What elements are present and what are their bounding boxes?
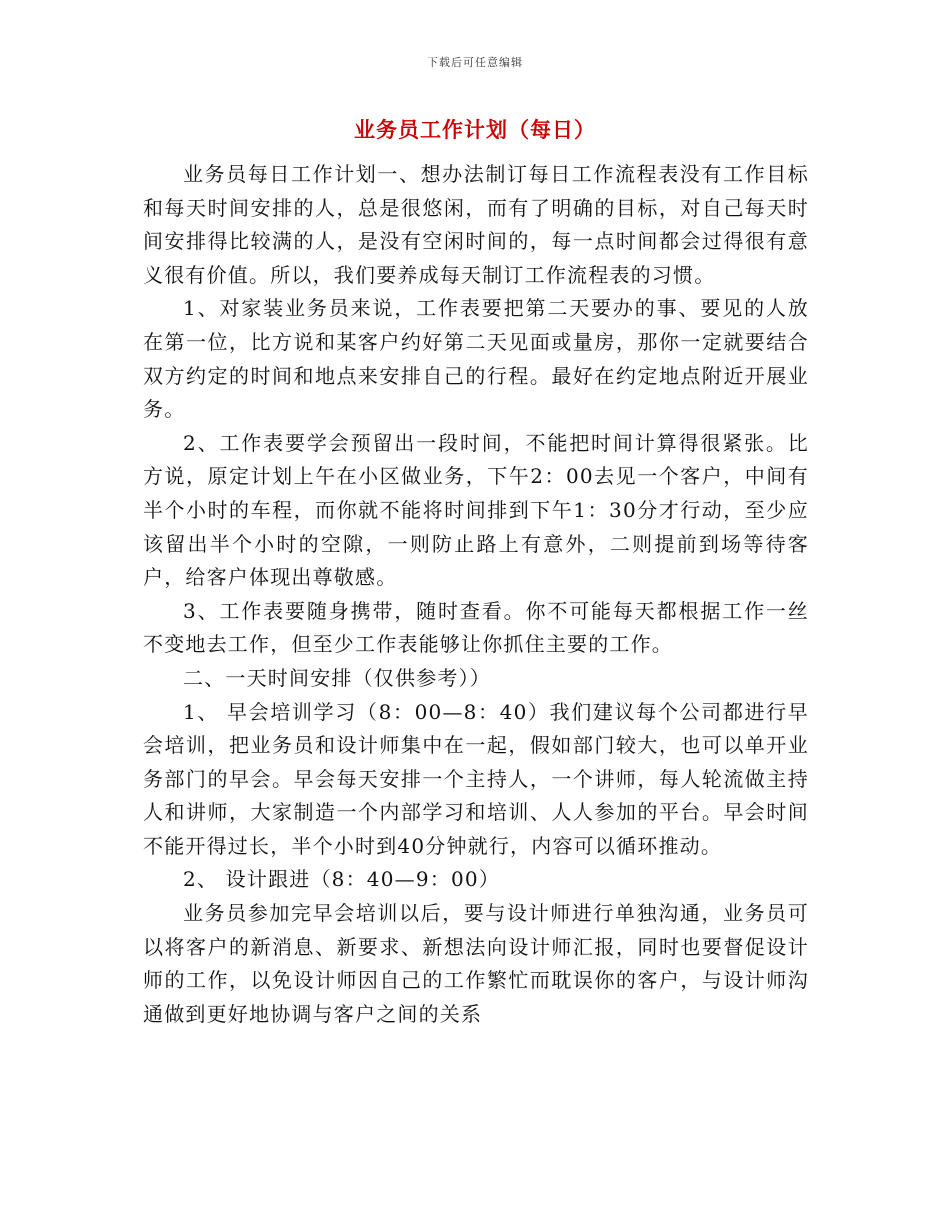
document-body — [143, 158, 809, 1031]
paragraph-design-followup-heading: 2、 设计跟进（8：40—9：00） — [183, 867, 501, 892]
paragraph-design-followup: 业务员参加完早会培训以后，要与设计师进行单独沟通，业务员可以将客户的新消息、新要求、新想法向设计师汇报，同时也要督促设计师的工作，以免设计师因自己的工作繁忙而耽误你的客户，与设计师沟通做到更好地协调与客户之间的关系 — [143, 901, 809, 1026]
paragraph-point-2: 2、工作表要学会预留出一段时间，不能把时间计算得很紧张。比方说，原定计划上午在小区做业务，下午2：00去见一个客户，中间有半个小时的车程，而你就不能将时间排到下午1：30分才行动，至少应该留出半个小时的空隙，一则防止路上有意外，二则提前到场等待客户，给客户体现出尊敬感。 — [143, 430, 809, 590]
paragraph-point-3: 3、工作表要随身携带，随时查看。你不可能每天都根据工作一丝不变地去工作，但至少工作表能够让你抓住主要的工作。 — [143, 598, 809, 657]
document-title: 业务员工作计划（每日） — [354, 117, 596, 142]
paragraph-morning-meeting: 1、 早会培训学习（8：00—8：40）我们建议每个公司都进行早会培训，把业务员和设计师集中在一起，假如部门较大，也可以单开业务部门的早会。早会每天安排一个主持人，一个讲师，每人轮流做主持人和讲师，大家制造一个内部学习和培训、人人参加的平台。早会时间不能开得过长，半个小时到40分钟就行，内容可以循环推动。 — [143, 699, 809, 858]
paragraph-intro: 业务员每日工作计划一、想办法制订每日工作流程表没有工作目标和每天时间安排的人，总是很悠闲，而有了明确的目标，对自己每天时间安排得比较满的人，是没有空闲时间的，每一点时间都会过得很有意义很有价值。所以，我们要养成每天制订工作流程表的习惯。 — [143, 162, 809, 287]
paragraph-point-1: 1、对家装业务员来说，工作表要把第二天要办的事、要见的人放在第一位，比方说和某客户约好第二天见面或量房，那你一定就要结合双方约定的时间和地点来安排自己的行程。最好在约定地点附近开展业务。 — [143, 296, 809, 422]
section-heading-schedule: 二、一天时间安排（仅供参考）） — [183, 665, 491, 690]
page-header-note: 下载后可任意编辑 — [427, 56, 523, 69]
